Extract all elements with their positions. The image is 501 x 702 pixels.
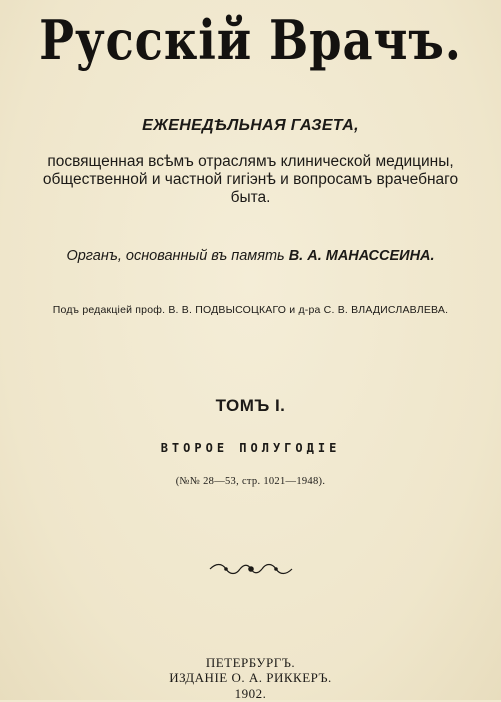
- organ-founder-name: В. А. МАНАССЕИНА.: [288, 248, 435, 264]
- half-year-label: ВТОРОЕ ПОЛУГОДІЕ: [160, 441, 341, 455]
- issues-range: (№№ 28—53, стр. 1021—1948).: [175, 476, 326, 487]
- editors-line: Подъ редакціей проф. В. В. ПОДВЫСОЦКАГО и д-ра С. В. ВЛАДИСЛАВЛЕВА.: [52, 304, 449, 316]
- masthead-title: Русскiй Врачъ.: [39, 8, 462, 72]
- description-line: общественной и частной гигіэнѣ и вопросамъ врачебнаго: [42, 171, 459, 188]
- organ-prefix: Органъ, основанный въ память: [66, 248, 285, 264]
- scroll-ornament-icon: [208, 562, 294, 576]
- description-line: быта.: [230, 189, 271, 206]
- organ-line: [0, 248, 501, 264]
- imprint-city: ПЕТЕРБУРГЪ.: [205, 655, 296, 670]
- description: [0, 153, 501, 207]
- subtitle: ЕЖЕНЕДѢЛЬНАЯ ГАЗЕТА,: [142, 117, 359, 134]
- imprint-year: 1902.: [234, 686, 267, 701]
- description-line: посвященная всѣмъ отраслямъ клинической медицины,: [47, 153, 454, 170]
- volume-number: ТОМЪ I.: [215, 396, 286, 415]
- imprint-publisher: ИЗДАНІЕ О. А. РИККЕРЪ.: [169, 670, 332, 685]
